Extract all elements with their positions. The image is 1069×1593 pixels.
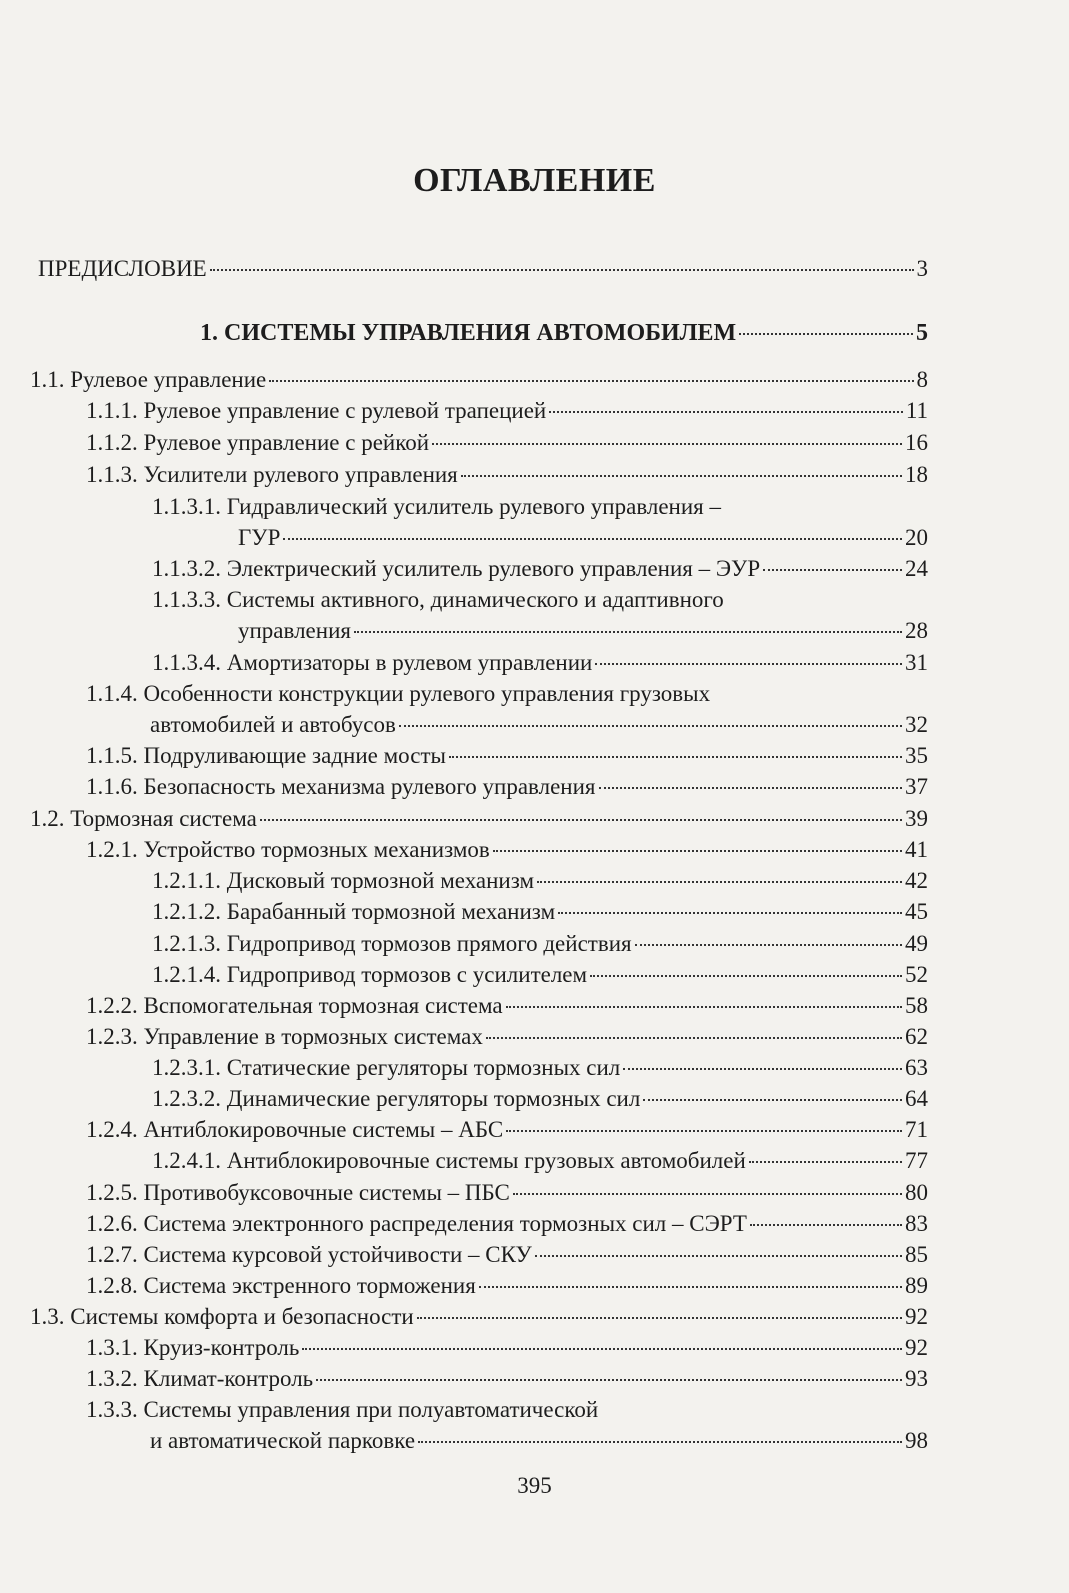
dot-leader [210, 269, 914, 271]
toc-entry-page: 92 [905, 1304, 928, 1329]
toc-entry[interactable] [30, 1304, 928, 1330]
toc-entry[interactable] [86, 1335, 928, 1361]
dot-leader [493, 850, 902, 852]
toc-entry-title: Климат-контроль [143, 1366, 314, 1391]
toc-entry-title: Вспомогательная тормозная система [143, 993, 503, 1018]
toc-entry-title: Барабанный тормозной механизм [226, 899, 556, 924]
toc-entry-number: 1.2.4. [86, 1117, 144, 1142]
toc-entry-number: 1.3.1. [86, 1335, 144, 1360]
toc-entry-title-cont: управления [238, 618, 351, 643]
toc-entry[interactable] [86, 681, 710, 707]
toc-entry-number: 1.1.2. [86, 430, 144, 455]
toc-entry-page: 83 [905, 1211, 928, 1236]
dot-leader [354, 631, 902, 633]
toc-entry-page: 24 [905, 556, 928, 581]
toc-entry-title: Системы комфорта и безопасности [70, 1304, 414, 1329]
page-number: 395 [517, 1473, 552, 1498]
toc-entry-page: 16 [905, 430, 928, 455]
dot-leader [537, 881, 902, 883]
toc-entry[interactable] [152, 494, 721, 520]
toc-entry-title: Рулевое управление с рулевой трапецией [143, 398, 547, 423]
toc-entry-number: 1.2.3. [86, 1024, 144, 1049]
toc-entry-continuation[interactable] [238, 618, 928, 644]
toc-entry-title: Устройство тормозных механизмов [143, 837, 490, 862]
toc-entry-number: 1.1. [30, 367, 71, 392]
toc-entry-title: Антиблокировочные системы – АБС [143, 1117, 504, 1142]
toc-entry-number: 1.2.5. [86, 1180, 144, 1205]
toc-entry-page: 64 [905, 1086, 928, 1111]
toc-entry-title: ПРЕДИСЛОВИЕ [38, 256, 207, 281]
dot-leader [623, 1068, 902, 1070]
toc-entry[interactable] [152, 868, 928, 894]
toc-entry-number: 1.1.3.2. [152, 556, 227, 581]
toc-entry-page: 80 [905, 1180, 928, 1205]
toc-entry-number: 1.2.1.3. [152, 931, 227, 956]
toc-entry-title: Электрический усилитель рулевого управления – ЭУР [226, 556, 761, 581]
dot-leader [535, 1255, 902, 1257]
toc-entry-number: 1.1.1. [86, 398, 144, 423]
dot-leader [432, 443, 902, 445]
toc-entry-number: 1.2.8. [86, 1273, 144, 1298]
toc-entry-page: 39 [905, 806, 928, 831]
toc-entry-page: 62 [905, 1024, 928, 1049]
toc-entry[interactable] [152, 587, 724, 613]
toc-entry-title: 1. СИСТЕМЫ УПРАВЛЕНИЯ АВТОМОБИЛЕМ [200, 320, 737, 346]
dot-leader [479, 1286, 902, 1288]
toc-entry-title: Тормозная система [70, 806, 257, 831]
dot-leader [763, 569, 902, 571]
dot-leader [399, 725, 902, 727]
toc-entry[interactable] [86, 1366, 928, 1392]
toc-entry-title: Система электронного распределения тормозных сил – СЭРТ [143, 1211, 747, 1236]
toc-entry[interactable] [86, 1117, 928, 1143]
toc-entry-page: 93 [905, 1366, 928, 1391]
toc-entry-title: Системы активного, динамического и адаптивного [226, 587, 724, 612]
toc-entry-number: 1.1.3.4. [152, 650, 227, 675]
toc-entry-title: Рулевое управление [70, 367, 267, 392]
toc-entry-number: 1.2.6. [86, 1211, 144, 1236]
toc-entry-page: 5 [916, 320, 928, 346]
toc-entry-page: 85 [905, 1242, 928, 1267]
toc-entry[interactable] [152, 899, 928, 925]
toc-entry-continuation[interactable] [150, 1428, 928, 1454]
toc-entry-page: 58 [905, 993, 928, 1018]
dot-leader [595, 663, 902, 665]
page-title: ОГЛАВЛЕНИЕ [413, 162, 656, 199]
toc-entry-number: 1.1.4. [86, 681, 144, 706]
toc-entry[interactable] [152, 650, 928, 676]
toc-entry-page: 63 [905, 1055, 928, 1080]
toc-entry[interactable] [86, 1024, 928, 1050]
toc-entry-number: 1.2.1.2. [152, 899, 227, 924]
dot-leader [449, 756, 902, 758]
toc-entry[interactable] [86, 430, 928, 456]
toc-entry[interactable] [152, 1055, 928, 1081]
toc-entry-page: 45 [905, 899, 928, 924]
toc-entry[interactable] [86, 1211, 928, 1237]
toc-entry-title: Динамические регуляторы тормозных сил [226, 1086, 641, 1111]
toc-entry[interactable] [152, 931, 928, 957]
dot-leader [269, 380, 913, 382]
toc-entry-page: 52 [905, 962, 928, 987]
toc-entry-page: 89 [905, 1273, 928, 1298]
toc-entry-title-cont: автомобилей и автобусов [150, 712, 396, 737]
toc-entry[interactable] [86, 837, 928, 863]
toc-entry-title: Система экстренного торможения [143, 1273, 476, 1298]
dot-leader [513, 1193, 902, 1195]
toc-entry-number: 1.3. [30, 1304, 71, 1329]
toc-entry[interactable] [86, 1180, 928, 1206]
dot-leader [283, 538, 902, 540]
dot-leader [750, 1224, 902, 1226]
toc-entry-continuation[interactable] [238, 525, 928, 551]
dot-leader [599, 787, 903, 789]
toc-entry-page: 77 [905, 1148, 928, 1173]
toc-entry[interactable] [152, 556, 928, 582]
toc-entry-number: 1.1.3. [86, 462, 144, 487]
toc-entry[interactable] [30, 367, 928, 393]
toc-entry-page: 49 [905, 931, 928, 956]
toc-entry-title: Гидропривод тормозов прямого действия [226, 931, 632, 956]
toc-entry-number: 1.2.7. [86, 1242, 144, 1267]
toc-entry-number: 1.2.3.2. [152, 1086, 227, 1111]
toc-entry[interactable] [86, 743, 928, 769]
toc-entry-title: Противобуксовочные системы – ПБС [143, 1180, 510, 1205]
toc-entry-number: 1.2. [30, 806, 71, 831]
toc-entry[interactable] [86, 774, 928, 800]
toc-entry-title: Гидропривод тормозов с усилителем [226, 962, 588, 987]
toc-entry-title: Усилители рулевого управления [143, 462, 458, 487]
toc-entry[interactable] [86, 1273, 928, 1299]
toc-entry-page: 18 [905, 462, 928, 487]
dot-leader [417, 1317, 902, 1319]
toc-entry-number: 1.2.1. [86, 837, 144, 862]
toc-entry-title: Системы управления при полуавтоматической [143, 1397, 599, 1422]
toc-entry-number: 1.1.3.3. [152, 587, 227, 612]
toc-entry[interactable] [86, 1242, 928, 1268]
toc-entry[interactable] [152, 962, 928, 988]
dot-leader [418, 1441, 902, 1443]
toc-entry[interactable] [152, 1148, 928, 1174]
toc-entry-number: 1.2.1.4. [152, 962, 227, 987]
toc-entry-title: Антиблокировочные системы грузовых автомобилей [226, 1148, 746, 1173]
toc-entry-number: 1.1.6. [86, 774, 144, 799]
dot-leader [486, 1037, 902, 1039]
toc-entry-page: 71 [905, 1117, 928, 1142]
toc-entry-page: 98 [905, 1428, 928, 1453]
dot-leader [558, 912, 902, 914]
toc-entry-number: 1.2.3.1. [152, 1055, 227, 1080]
toc-entry-title: Амортизаторы в рулевом управлении [226, 650, 593, 675]
toc-entry[interactable] [86, 398, 928, 424]
toc-entry-page: 92 [905, 1335, 928, 1360]
toc-entry[interactable] [86, 1397, 598, 1423]
toc-entry-page: 41 [905, 837, 928, 862]
toc-entry-page: 31 [905, 650, 928, 675]
dot-leader [461, 475, 902, 477]
toc-entry-page: 20 [905, 525, 928, 550]
toc-entry-page: 8 [916, 367, 928, 392]
dot-leader [549, 411, 903, 413]
dot-leader [590, 975, 902, 977]
toc-entry-title: Безопасность механизма рулевого управления [143, 774, 596, 799]
toc-entry-title: Особенности конструкции рулевого управления грузовых [143, 681, 711, 706]
toc-entry-page: 35 [905, 743, 928, 768]
dot-leader [260, 819, 902, 821]
toc-entry-page: 3 [916, 256, 928, 281]
toc-entry-number: 1.1.3.1. [152, 494, 227, 519]
toc-entry-page: 42 [905, 868, 928, 893]
dot-leader [506, 1006, 902, 1008]
toc-entry-continuation[interactable] [150, 712, 928, 738]
toc-entry-title: Система курсовой устойчивости – СКУ [143, 1242, 532, 1267]
toc-entry[interactable] [86, 993, 928, 1019]
toc-entry[interactable] [152, 1086, 928, 1112]
toc-entry-number: 1.2.4.1. [152, 1148, 227, 1173]
toc-entry-title: Управление в тормозных системах [143, 1024, 483, 1049]
toc-entry[interactable] [86, 462, 928, 488]
toc-entry-page: 32 [905, 712, 928, 737]
dot-leader [749, 1161, 902, 1163]
toc-entry[interactable] [38, 256, 928, 282]
toc-entry-number: 1.1.5. [86, 743, 144, 768]
toc-entry-title: Гидравлический усилитель рулевого управления – [226, 494, 722, 519]
toc-entry-number: 1.2.2. [86, 993, 144, 1018]
toc-entry-page: 11 [905, 398, 928, 423]
toc-entry[interactable] [200, 320, 928, 346]
toc-entry-number: 1.2.1.1. [152, 868, 227, 893]
dot-leader [643, 1099, 902, 1101]
dot-leader [506, 1130, 902, 1132]
dot-leader [635, 944, 902, 946]
toc-entry[interactable] [30, 806, 928, 832]
dot-leader [316, 1379, 902, 1381]
toc-entry-number: 1.3.3. [86, 1397, 144, 1422]
toc-entry-title-cont: и автоматической парковке [150, 1428, 416, 1453]
toc-entry-title-cont: ГУР [238, 525, 281, 550]
toc-entry-page: 28 [905, 618, 928, 643]
toc-entry-page: 37 [905, 774, 928, 799]
toc-entry-title: Рулевое управление с рейкой [143, 430, 430, 455]
toc-entry-number: 1.3.2. [86, 1366, 144, 1391]
toc-entry-title: Дисковый тормозной механизм [226, 868, 535, 893]
toc-entry-title: Круиз-контроль [143, 1335, 300, 1360]
toc-entry-title: Подруливающие задние мосты [143, 743, 446, 768]
toc-entry-title: Статические регуляторы тормозных сил [226, 1055, 621, 1080]
dot-leader [302, 1348, 902, 1350]
dot-leader [739, 333, 913, 335]
